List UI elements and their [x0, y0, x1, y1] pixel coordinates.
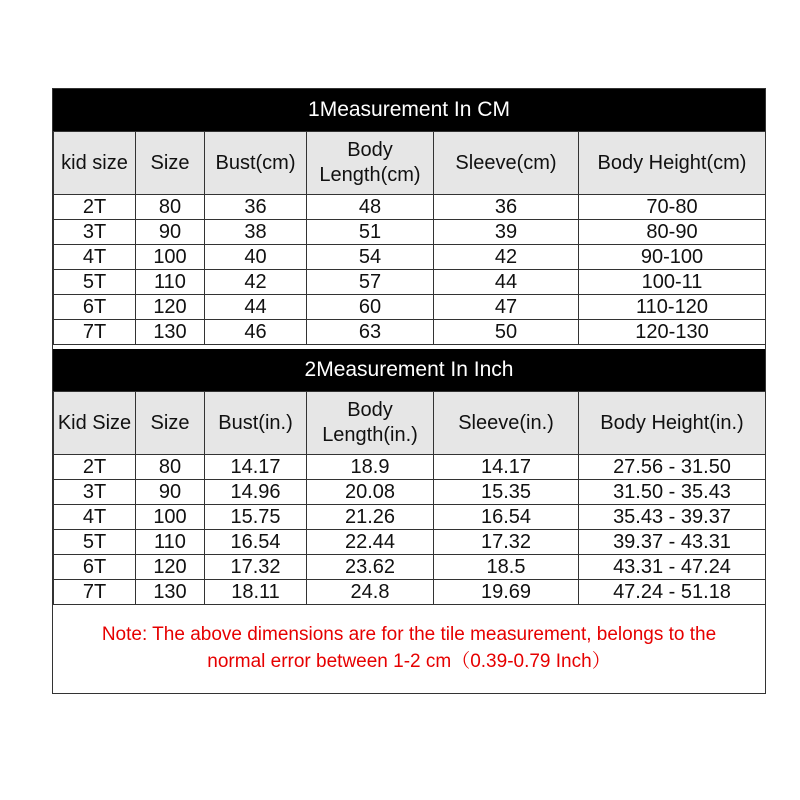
column-header: Bust(in.) — [205, 392, 307, 455]
table-cell: 18.5 — [434, 555, 579, 580]
table-cell: 130 — [136, 580, 205, 605]
table-cell: 3T — [54, 220, 136, 245]
table-cell: 17.32 — [205, 555, 307, 580]
table-cell: 7T — [54, 580, 136, 605]
column-header: Body Length(cm) — [307, 132, 434, 195]
table-cell: 110-120 — [579, 295, 766, 320]
table-cell: 50 — [434, 320, 579, 345]
table-cell: 4T — [54, 505, 136, 530]
table-cell: 18.9 — [307, 455, 434, 480]
table-cell: 110 — [136, 530, 205, 555]
cm-size-table — [53, 131, 766, 345]
measurement-note — [53, 621, 765, 675]
table-row — [54, 320, 766, 345]
table-cell: 100 — [136, 245, 205, 270]
column-header: Size — [136, 392, 205, 455]
table-cell: 14.17 — [434, 455, 579, 480]
table-cell: 2T — [54, 455, 136, 480]
table-cell: 44 — [434, 270, 579, 295]
table-cell: 7T — [54, 320, 136, 345]
table-cell: 43.31 - 47.24 — [579, 555, 766, 580]
table-cell: 120-130 — [579, 320, 766, 345]
table-row — [54, 245, 766, 270]
column-header: Body Length(in.) — [307, 392, 434, 455]
table-cell: 100 — [136, 505, 205, 530]
table-cell: 18.11 — [205, 580, 307, 605]
inch-size-table — [53, 391, 766, 605]
table-row — [54, 295, 766, 320]
table-cell: 90-100 — [579, 245, 766, 270]
column-header: kid size — [54, 132, 136, 195]
table-cell: 57 — [307, 270, 434, 295]
table-row — [54, 530, 766, 555]
table-cell: 4T — [54, 245, 136, 270]
table-cell: 21.26 — [307, 505, 434, 530]
table-cell: 48 — [307, 195, 434, 220]
table-cell: 16.54 — [434, 505, 579, 530]
table-row — [54, 455, 766, 480]
table-cell: 80 — [136, 455, 205, 480]
table-row — [54, 195, 766, 220]
table-row — [54, 580, 766, 605]
table-cell: 3T — [54, 480, 136, 505]
table-cell: 100-11 — [579, 270, 766, 295]
column-header: Kid Size — [54, 392, 136, 455]
table-cell: 51 — [307, 220, 434, 245]
table-row — [54, 480, 766, 505]
table-cell: 22.44 — [307, 530, 434, 555]
table-cell: 20.08 — [307, 480, 434, 505]
table-cell: 36 — [434, 195, 579, 220]
inch-table-title: 2Measurement In Inch — [53, 349, 765, 391]
table-cell: 5T — [54, 270, 136, 295]
table-cell: 5T — [54, 530, 136, 555]
table-cell: 130 — [136, 320, 205, 345]
table-cell: 42 — [205, 270, 307, 295]
table-cell: 47 — [434, 295, 579, 320]
table-cell: 47.24 - 51.18 — [579, 580, 766, 605]
table-cell: 42 — [434, 245, 579, 270]
table-cell: 44 — [205, 295, 307, 320]
table-cell: 36 — [205, 195, 307, 220]
table-cell: 63 — [307, 320, 434, 345]
column-header: Bust(cm) — [205, 132, 307, 195]
column-header: Sleeve(in.) — [434, 392, 579, 455]
cm-table-title: 1Measurement In CM — [53, 89, 765, 131]
table-cell: 6T — [54, 295, 136, 320]
table-cell: 120 — [136, 295, 205, 320]
table-header-row — [54, 132, 766, 195]
table-row — [54, 505, 766, 530]
table-cell: 24.8 — [307, 580, 434, 605]
table-cell: 90 — [136, 220, 205, 245]
column-header: Size — [136, 132, 205, 195]
column-header: Sleeve(cm) — [434, 132, 579, 195]
size-chart — [52, 88, 766, 694]
table-cell: 80 — [136, 195, 205, 220]
table-header-row — [54, 392, 766, 455]
table-row — [54, 270, 766, 295]
table-cell: 15.35 — [434, 480, 579, 505]
table-cell: 110 — [136, 270, 205, 295]
table-cell: 23.62 — [307, 555, 434, 580]
table-cell: 90 — [136, 480, 205, 505]
table-cell: 16.54 — [205, 530, 307, 555]
table-cell: 46 — [205, 320, 307, 345]
table-cell: 39.37 - 43.31 — [579, 530, 766, 555]
table-cell: 15.75 — [205, 505, 307, 530]
table-cell: 6T — [54, 555, 136, 580]
column-header: Body Height(cm) — [579, 132, 766, 195]
table-row — [54, 220, 766, 245]
table-cell: 120 — [136, 555, 205, 580]
table-cell: 38 — [205, 220, 307, 245]
note-line-1: Note: The above dimensions are for the tile measurement, belongs to the — [101, 624, 717, 645]
column-header: Body Height(in.) — [579, 392, 766, 455]
table-cell: 70-80 — [579, 195, 766, 220]
table-row — [54, 555, 766, 580]
table-cell: 39 — [434, 220, 579, 245]
table-cell: 14.17 — [205, 455, 307, 480]
table-cell: 54 — [307, 245, 434, 270]
table-cell: 19.69 — [434, 580, 579, 605]
table-cell: 60 — [307, 295, 434, 320]
table-cell: 14.96 — [205, 480, 307, 505]
table-cell: 80-90 — [579, 220, 766, 245]
note-line-2: normal error between 1-2 cm（0.39-0.79 Inch） — [207, 651, 611, 672]
table-cell: 27.56 - 31.50 — [579, 455, 766, 480]
table-cell: 17.32 — [434, 530, 579, 555]
table-cell: 2T — [54, 195, 136, 220]
table-cell: 40 — [205, 245, 307, 270]
table-cell: 35.43 - 39.37 — [579, 505, 766, 530]
table-cell: 31.50 - 35.43 — [579, 480, 766, 505]
